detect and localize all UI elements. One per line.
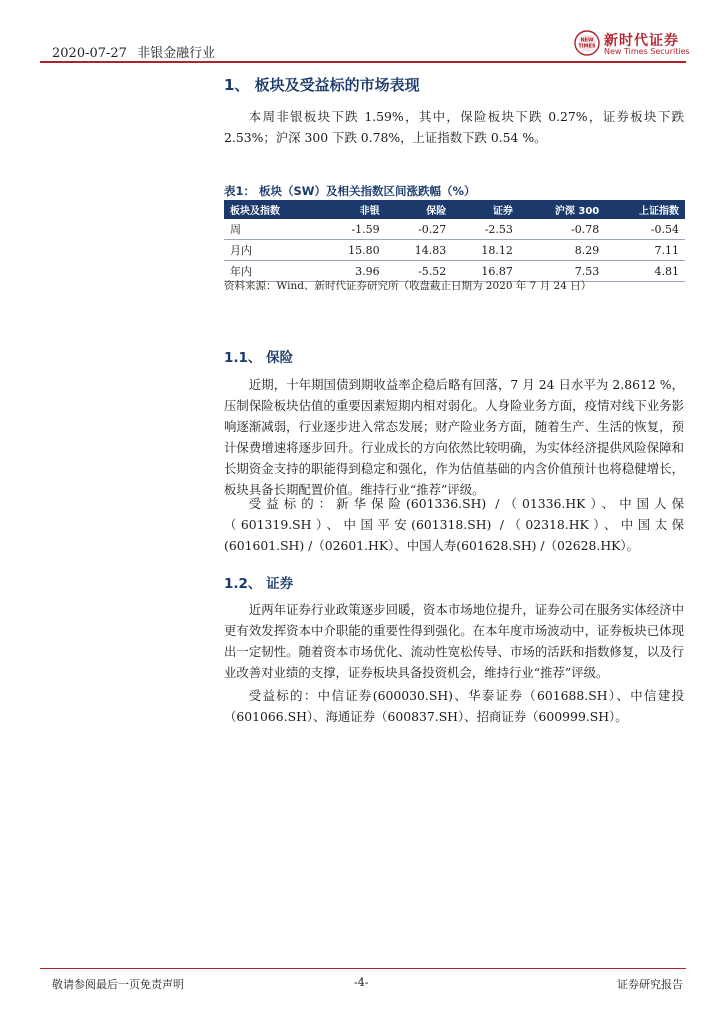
- page-number: -4-: [354, 976, 369, 989]
- col-header-nonbank: 非银: [359, 206, 380, 217]
- section-1-2-paragraph-1: 近两年证券行业政策逐步回暖，资本市场地位提升，证券公司在服务实体经济中更有效发挥资本中介职能的重要性得到强化。在本年度市场波动中，证券板块已体现出一定韧性。随着资本市场优化、流动性宽松传导、市场的活跃和指数修复，以及行业改善对业绩的支撑，证券板块具备投资机会，维持行业“推荐”评级。: [224, 602, 684, 680]
- col-header-csi300: 沪深 300: [554, 206, 600, 217]
- section-1-2-paragraph-2: 受益标的：中信证券(600030.SH)、华泰证券（601688.SH）、中信建投（601066.SH）、海通证券（600837.SH）、招商证券（600999.SH）。: [224, 688, 684, 724]
- table-cell: 7.53: [574, 264, 600, 278]
- performance-table: [224, 200, 685, 282]
- header-divider: [40, 61, 686, 63]
- col-header-index: 板块及指数: [230, 206, 280, 217]
- table-cell: 年内: [230, 265, 252, 278]
- table-1: [224, 200, 685, 282]
- table-header-row: [224, 200, 685, 219]
- table-cell: -0.54: [650, 222, 679, 236]
- table-cell: 月内: [230, 244, 252, 257]
- table-row: [224, 219, 685, 240]
- section-1-2-title: 1.2、 证券: [224, 576, 294, 592]
- table-row: [224, 240, 685, 261]
- logo-text-cn: 新时代证券: [604, 33, 679, 49]
- col-header-sse: 上证指数: [639, 206, 679, 217]
- table-cell: 7.11: [654, 243, 679, 257]
- disclaimer-note: 敬请参阅最后一页免责声明: [52, 978, 184, 991]
- table-cell: 周: [230, 223, 241, 236]
- industry-label: 非银金融行业: [137, 46, 216, 61]
- section-1-title: 1、 板块及受益标的市场表现: [224, 76, 420, 94]
- report-type: 证券研究报告: [617, 978, 683, 991]
- logo-badge-new: NEW: [580, 37, 594, 44]
- col-header-insurance: 保险: [426, 206, 447, 217]
- table-cell: 4.81: [654, 264, 679, 278]
- col-header-securities: 证券: [492, 206, 513, 217]
- table-cell: -0.78: [571, 222, 600, 236]
- footer-divider: [40, 968, 686, 969]
- table-cell: -5.52: [418, 264, 447, 278]
- logo-emblem-icon: [574, 30, 600, 56]
- table-cell: 15.80: [348, 243, 380, 257]
- logo-badge-times: TIMES: [578, 43, 596, 50]
- section-1-1-paragraph-2: 受益标的：新华保险(601336.SH) /（01336.HK）、中国人保（601319.SH）、中国平安(601318.SH) /（02318.HK）、中国太保(601601.SH) /（02601.HK）、中国人寿(601628.SH) /（02628.HK）。: [224, 496, 684, 553]
- table-cell: 3.96: [355, 264, 380, 278]
- section-1-summary: 本周非银板块下跌 1.59%，其中，保险板块下跌 0.27%，证券板块下跌 2.53%；沪深 300 下跌 0.78%，上证指数下跌 0.54 %。: [224, 109, 684, 145]
- table-cell: -2.53: [484, 222, 513, 236]
- report-date: 2020-07-27: [52, 46, 127, 61]
- table-1-title: 表1： 板块（SW）及相关指数区间涨跌幅（%）: [224, 184, 476, 198]
- section-1-1-title: 1.1、 保险: [224, 350, 294, 366]
- logo-text-en: New Times Securities: [604, 47, 690, 56]
- table-1-source: 资料来源：Wind、新时代证券研究所（收盘截止日期为 2020 年 7 月 24 日）: [224, 280, 592, 292]
- table-cell: 14.83: [414, 243, 447, 257]
- section-1-1-paragraph-1: 近期，十年期国债到期收益率企稳后略有回落，7 月 24 日水平为 2.8612 %，压制保险板块估值的重要因素短期内相对弱化。人身险业务方面，疫情对线下业务影响逐渐减弱，行业逐步进入常态发展；财产险业务方面，随着生产、生活的恢复，预计保费增速将逐步回升。行业成长的方向依然比较明确，为实体经济提供风险保障和长期资金支持的职能得到稳定和强化，作为估值基础的内含价值预计也将稳健增长，板块具备长期配置价值。维持行业“推荐”评级。: [224, 377, 684, 497]
- table-cell: -1.59: [351, 222, 380, 236]
- table-cell: 16.87: [481, 264, 513, 278]
- table-cell: -0.27: [418, 222, 447, 236]
- company-logo: [574, 30, 690, 58]
- table-cell: 8.29: [574, 243, 600, 257]
- page-header: [52, 42, 215, 61]
- table-cell: 18.12: [481, 243, 513, 257]
